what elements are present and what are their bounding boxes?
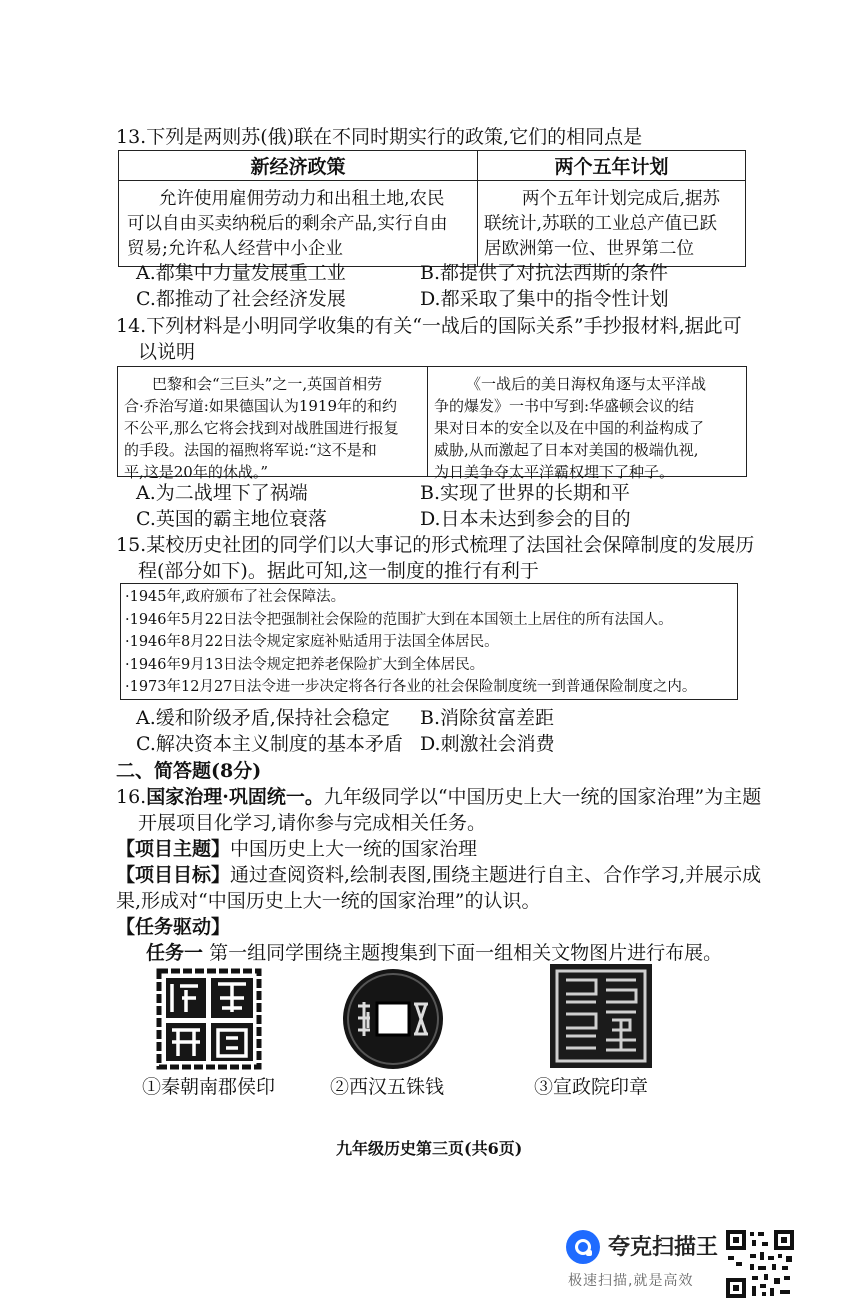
watermark-slogan: 极速扫描,就是高效	[568, 1273, 694, 1289]
q15-event-box	[120, 583, 738, 700]
q13-left-line: 贸易;允许私人经营中小企业	[127, 239, 343, 259]
q16-topic: 国家治理·巩固统一。	[146, 786, 324, 808]
q16-task-label: 【任务驱动】	[116, 916, 231, 938]
q16-goal-line2: 果,形成对“中国历史上大一统的国家治理”的认识。	[116, 890, 541, 912]
quark-logo-icon	[566, 1230, 600, 1264]
q14-material-box	[117, 366, 747, 481]
q13-option-d[interactable]: D.都采取了集中的指令性计划	[420, 288, 669, 310]
q14-option-d[interactable]: D.日本未达到参会的目的	[420, 508, 631, 530]
q14-stem-line: 以说明	[138, 341, 196, 363]
q14-left-line: 合·乔治写道:如果德国认为1919年的和约	[124, 397, 397, 415]
page-footer: 九年级历史第三页(共6页)	[336, 1139, 523, 1158]
q15-option-d[interactable]: D.刺激社会消费	[420, 733, 555, 755]
q16-line1	[116, 784, 761, 810]
q13-left-line: 可以自由买卖纳税后的剩余产品,实行自由	[127, 214, 448, 234]
q13-right-line: 两个五年计划完成后,据苏	[522, 189, 721, 209]
qr-code-icon	[724, 1228, 796, 1300]
q16-line2: 开展项目化学习,请你参与完成相关任务。	[138, 812, 487, 834]
q14-option-b[interactable]: B.实现了世界的长期和平	[420, 482, 631, 504]
q15-stem-line: 程(部分如下)。据此可知,这一制度的推行有利于	[138, 560, 539, 582]
q14-left-line: 平,这是20年的休战。”	[124, 463, 269, 481]
q13-option-c[interactable]: C.都推动了社会经济发展	[136, 288, 346, 310]
q14-right-material	[434, 373, 740, 483]
q14-option-a[interactable]: A.为二战埋下了祸端	[136, 482, 308, 504]
section-title: 二、简答题(8分)	[116, 760, 262, 782]
q14-left-line: 的手段。法国的福煦将军说:“这不是和	[124, 441, 377, 459]
q14-right-line: 争的爆发》一书中写到:华盛顿会议的结	[434, 397, 695, 415]
watermark-brand: 夸克扫描王	[608, 1235, 719, 1260]
q14-stem-line: 14.下列材料是小明同学收集的有关“一战后的国际关系”手抄报材料,据此可	[116, 315, 742, 337]
q15-event: ·1946年9月13日法令规定把养老保险扩大到全体居民。	[125, 656, 485, 673]
q14-right-line: 为日美争夺太平洋霸权埋下了种子。	[434, 463, 675, 481]
q16-theme-text: 中国历史上大一统的国家治理	[230, 838, 478, 860]
q15-option-a[interactable]: A.缓和阶级矛盾,保持社会稳定	[136, 707, 390, 729]
q15-event: ·1973年12月27日法令进一步决定将各行各业的社会保险制度统一到普通保险制度之内。	[125, 679, 697, 695]
q14-right-line: 威胁,从而激起了日本对美国的极端仇视,	[434, 441, 699, 459]
q13-left-line: 允许使用雇佣劳动力和出租土地,农民	[159, 189, 445, 209]
q16-goal	[116, 862, 761, 888]
xuanzheng-seal-image	[548, 962, 654, 1070]
artifact-caption-2: ②西汉五铢钱	[330, 1076, 445, 1098]
q14-option-c[interactable]: C.英国的霸主地位衰落	[136, 508, 327, 530]
q16-goal-text: 通过查阅资料,绘制表图,围绕主题进行自主、合作学习,并展示成	[230, 864, 762, 886]
q13-right-line: 居欧洲第一位、世界第二位	[484, 239, 694, 259]
q14-left-material	[124, 373, 424, 483]
q16-theme	[116, 836, 477, 862]
q13-header-right: 两个五年计划	[478, 151, 746, 181]
q16-goal-label: 【项目目标】	[116, 864, 231, 886]
artifact-caption-3: ③宣政院印章	[534, 1076, 649, 1098]
artifact-caption-1: ①秦朝南郡侯印	[142, 1076, 276, 1098]
q14-left-line: 巴黎和会“三巨头”之一,英国首相劳	[152, 375, 383, 393]
q15-event: ·1946年5月22日法令把强制社会保险的范围扩大到在本国领土上居住的所有法国人。	[125, 611, 673, 628]
q15-option-c[interactable]: C.解决资本主义制度的基本矛盾	[136, 733, 403, 755]
q15-option-b[interactable]: B.消除贫富差距	[420, 707, 555, 729]
q13-option-a[interactable]: A.都集中力量发展重工业	[136, 262, 346, 284]
q16-number: 16.	[116, 786, 147, 808]
q13-right-line: 联统计,苏联的工业总产值已跃	[484, 214, 718, 234]
q13-option-b[interactable]: B.都提供了对抗法西斯的条件	[420, 262, 669, 284]
q14-right-line: 《一战后的美日海权角逐与太平洋战	[466, 375, 707, 393]
q15-stem-line: 15.某校历史社团的同学们以大事记的形式梳理了法国社会保障制度的发展历	[116, 534, 755, 556]
q13-stem: 13.下列是两则苏(俄)联在不同时期实行的政策,它们的相同点是	[116, 126, 643, 148]
qin-seal-image	[156, 968, 262, 1070]
q16-theme-label: 【项目主题】	[116, 838, 231, 860]
q15-event: ·1946年8月22日法令规定家庭补贴适用于法国全体居民。	[125, 634, 499, 650]
q16-intro: 九年级同学以“中国历史上大一统的国家治理”为主题	[323, 786, 762, 808]
q14-box-divider	[427, 367, 428, 476]
q13-table	[118, 150, 746, 267]
q14-left-line: 不公平,那么它将会找到对战胜国进行报复	[124, 419, 399, 437]
q16-task1-label: 任务一	[146, 942, 204, 964]
q13-header-left: 新经济政策	[119, 151, 478, 181]
q16-task1-text: 第一组同学围绕主题搜集到下面一组相关文物图片进行布展。	[209, 942, 723, 964]
q15-event: ·1945年,政府颁布了社会保障法。	[125, 589, 346, 605]
wuzhu-coin-image	[340, 966, 446, 1072]
q14-right-line: 果对日本的安全以及在中国的利益构成了	[434, 419, 705, 437]
